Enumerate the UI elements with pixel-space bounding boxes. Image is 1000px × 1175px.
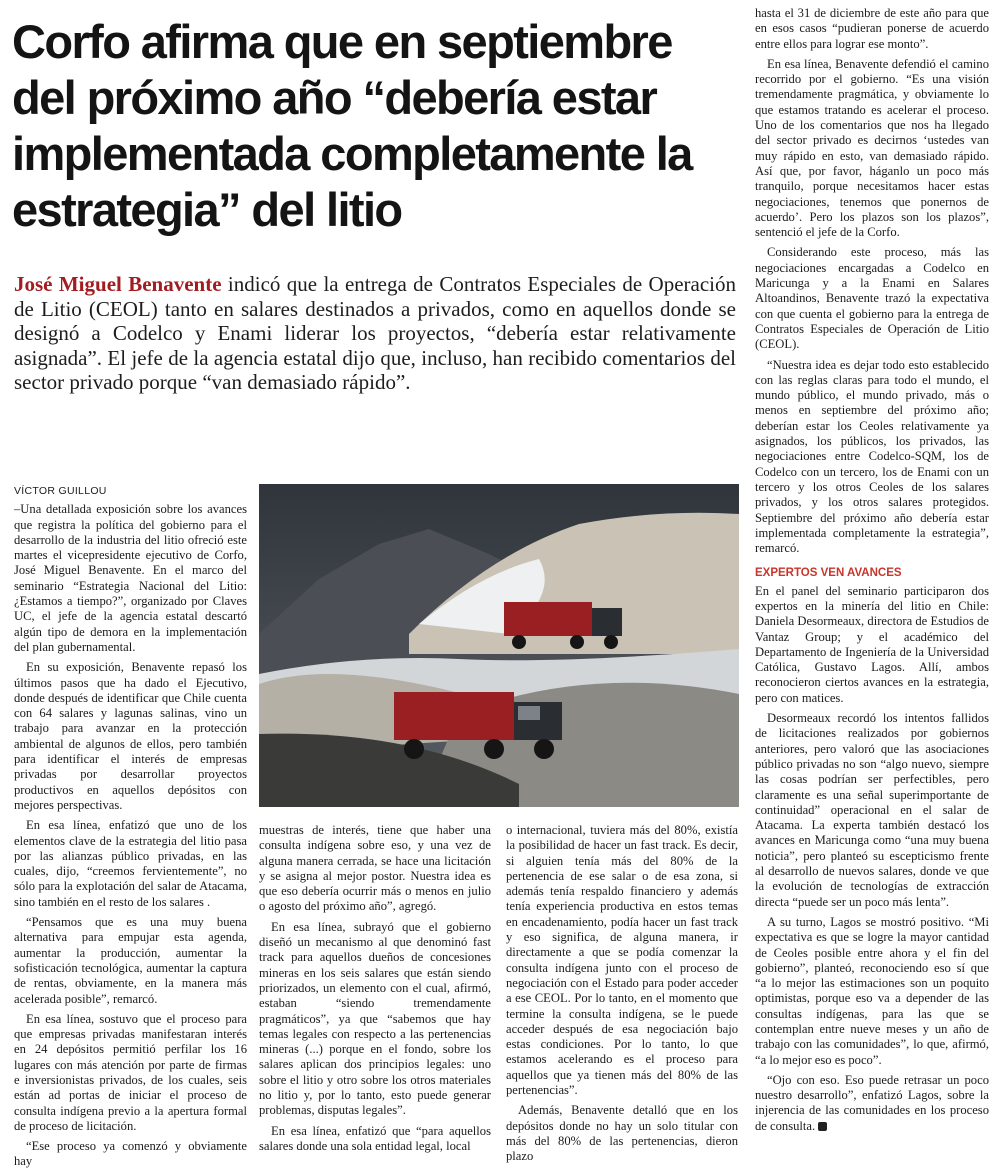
body-paragraph: En esa línea, enfatizó que “para aquellos salares donde una sola entidad legal, local [259,1123,491,1153]
body-paragraph: “Ese proceso ya comenzó y obviamente hay [14,1139,247,1169]
body-paragraph: En esa línea, sostuvo que el proceso para que empresas privadas manifestaran interés en 24 depósitos permitió perfilar los 16 lugares con más atención por parte de firmas e inversionistas privados, de los cuales, seis están ad portas de iniciar el proceso de consulta indígena previo a la apertura formal de proceso de licitación. [14,1011,247,1133]
body-paragraph: En el panel del seminario participaron dos expertos en la minería del litio en Chile: Daniela Desormeaux, directora de Estudios de Vantaz Group; y el académico del Departamento de Ingeniería de la Universidad Católica, Gustavo Lagos. Allí, ambos reconocieron ciertos avances en la estrategia, pero con matices. [755,583,989,705]
body-paragraph: En esa línea, enfatizó que uno de los elementos clave de la estrategia del litio pasa por las alianzas público privadas, en las cuales, dijo, “creemos fervientemente”, no sólo para la explotación del salar de Atacama, sino también en el resto de los salares . [14,818,247,909]
headline: Corfo afirma que en septiembre del próximo año “debería estar implementada completamente la estrategia” del litio [12,15,692,236]
lead-paragraph [14,272,736,395]
lead-name: José Miguel Benavente [14,272,222,296]
body-paragraph [755,1073,989,1134]
section-subhead: EXPERTOS VEN AVANCES [755,567,902,580]
body-paragraph: En esa línea, Benavente defendió el camino recorrido por el gobierno. “Es una visión tremendamente pragmática, y obviamente lo que estamos tratando es acelerar el proceso. Uno de los comentarios que nos ha llegado del sector privado es decirnos ‘ustedes van muy rápido en esto, van demasiado rápido. Así que, por favor, háganlo un poco más tranquilo, porque necesitamos hacer estas negociaciones, tenemos que ponernos de acuerdo’. Pero los plazos son los plazos”, sentenció el jefe de la Corfo. [755,56,989,240]
body-paragraph: “Nuestra idea es dejar todo esto establecido con las reglas claras para todo el mundo, el mundo público, el mundo privado, más o menos en septiembre del próximo año; deberían estar los Ceoles relativamente ya asignados, los públicos, los privados, las negociaciones entre Codelco-SQM, los de Codelco con un tercero, los de Enami con un tercero y los otros Ceoles de los salares privados, y los otros salares protegidos. Septiembre del próximo año debería estar implementada completamente la estrategia”, remarcó. [755,357,989,556]
column-3 [506,823,738,1170]
body-paragraph: En esa línea, subrayó que el gobierno diseñó un mecanismo al que denominó fast track para aquellos dueños de concesiones mineras en los seis salares que están siendo priorizados, un elemento con el cual, afirmó, estaban “siendo tremendamente pragmáticos”, ya que “sabemos que hay temas legales con respecto a las pertenencias mineras (...) porque en el fondo, sobre los salares aplican dos principios legales: uno sobre el litio y otro sobre los otros materiales no litio y, por lo tanto, esto puede generar problemas, disputas legales”. [259,919,491,1118]
end-of-article-icon [818,1122,827,1131]
column-2 [259,823,491,1159]
photo-illustration [259,484,739,807]
body-paragraph: o internacional, tuviera más del 80%, existía la posibilidad de hacer un fast track. Es decir, si alguien tenía más del 80% de la pertenencia de ese salar o de esa zona, si además tenía respaldo financiero y además tenía experiencia productiva en estos temas en encadenamiento, podía hacer un fast track y eso significa, de alguna manera, ir directamente a que se podía comenzar la consulta indígena junto con el proceso de negociación con el Estado para poder acceder a ese CEOL. Por lo tanto, en el momento que termine la consulta indígena, se le puede acceder después de esa negociación bajo estas condiciones. Por lo tanto, lo que estamos acelerando es el proceso para aquellos que ya tienen más del 80% de las pertenencias”. [506,823,738,1098]
body-paragraph: A su turno, Lagos se mostró positivo. “Mi expectativa es que se logre la mayor cantidad de Ceoles posible entre ahora y el fin del gobierno”, planteó, reconociendo eso sí que “a lo mejor las estimaciones son un poquito optimistas, porque eso va a depender de las consultas indígenas, para las que se contemplan entre nueve meses y un año de trabajo con las comunidades”, lo que, afirmó, “a lo mejor eso es poco”. [755,914,989,1067]
column-right [755,6,989,1139]
body-paragraph: –Una detallada exposición sobre los avances que registra la política del gobierno para el desarrollo de la industria del litio ofreció este martes el vicepresidente ejecutivo de Corfo, José Miguel Benavente. En el marco del seminario “Estrategia Nacional del Litio: ¿Estamos a tiempo?”, organizado por Claves UC, el jefe de la agencia estatal descartó algún tipo de demora en la implementación del plan gubernamental. [14,502,247,654]
body-paragraph: Además, Benavente detalló que en los depósitos donde no hay un solo titular con más del 80% de las pertenencias, dieron plazo [506,1103,738,1164]
body-paragraph: “Pensamos que es una muy buena alternativa para empujar esta agenda, aumentar la producción, aumentar la sofisticación tecnológica, aumentar la captura de rentas, obviamente, en la manera más acelerada posible”, remarcó. [14,915,247,1006]
body-paragraph: En su exposición, Benavente repasó los últimos pasos que ha dado el Ejecutivo, donde después de identificar que Chile cuenta con 64 salares y lagunas salinas, vino un trabajo para avanzar en la protección ambiental de algunos de ellos, pero también para identificar el interés de empresas privadas por desarrollar proyectos productivos en aquellos depósitos con mejores perspectivas. [14,660,247,812]
body-paragraph: hasta el 31 de diciembre de este año para que en esos casos “pudieran ponerse de acuerdo entre ellos para lograr ese monto”. [755,6,989,51]
byline: VÍCTOR GUILLOU [14,485,107,497]
column-1 [14,484,247,1175]
body-paragraph: Considerando este proceso, más las negociaciones encargadas a Codelco en Maricunga y a la Enami en Salares Altoandinos, Benavente trazó la expectativa con que cuenta el gobierno para la entrega de Contratos Especiales de Operación de Litio (CEOL). [755,245,989,352]
final-paragraph-text: “Ojo con eso. Eso puede retrasar un poco nuestro desarrollo”, enfatizó Lagos, sobre la injerencia de las comunidades en los proceso de consulta. [755,1072,989,1133]
photo-salt-flat-trucks [259,484,739,807]
body-paragraph: Desormeaux recordó los intentos fallidos de licitaciones realizados por gobiernos anteriores, pero valoró que las asociaciones público privadas no son “algo nuevo, siempre las cosas podrían ser perfectibles, pero claramente es una señal superimportante de continuidad” operacional en el salar de Atacama. La experta también destacó los avances en Maricunga como “una muy buena noticia”, pero planteó su escepticismo frente al desarrollo de nuevos salares, donde ve que la evolución de tecnologías de extracción directa “puede ser un poco más lenta”. [755,711,989,909]
body-paragraph: muestras de interés, tiene que haber una consulta indígena sobre eso, y una vez de alguna manera cerrada, se hace una licitación y se asigna al mejor postor. Nuestra idea es que eso debería ocurrir más o menos en julio o agosto del próximo año”, agregó. [259,823,491,914]
lead-text: indicó que la entrega de Contratos Especiales de Operación de Litio (CEOL) tanto en salares destinados a privados, como en aquellos donde se designó a Codelco y Enami liderar los proyectos, “debería estar relativamente asignada”. El jefe de la agencia estatal dijo que, incluso, han recibido comentarios del sector privado porque “van demasiado rápido”. [14,272,736,395]
